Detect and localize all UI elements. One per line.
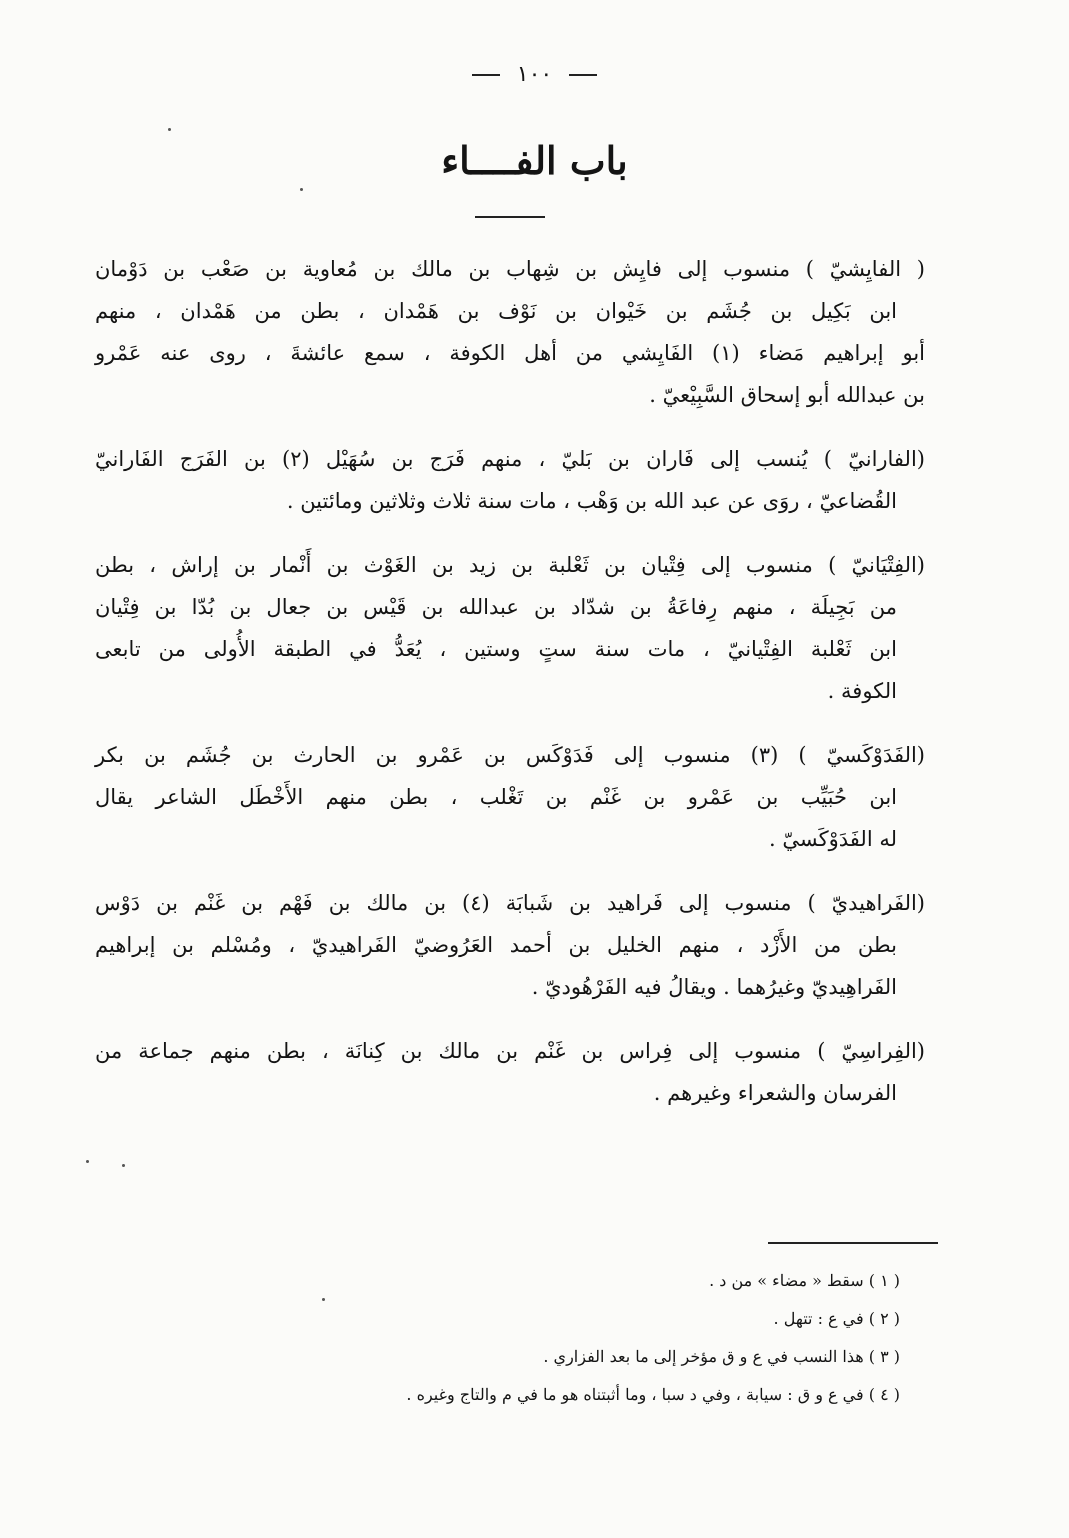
footnote: ( ١ ) سقط « مضاء » من د . — [709, 1271, 900, 1290]
scan-speck — [86, 1160, 89, 1163]
entry-line: بن عبدالله أبو إسحاق السَّبِيْعيّ . — [649, 383, 925, 407]
entries-section — [95, 248, 925, 1136]
scan-speck — [168, 128, 171, 131]
entry-fayishi — [95, 248, 925, 416]
entry-line: الفَراهِيديّ وغيرُهما . ويقالُ فيه الفَرْهُوديّ . — [531, 975, 897, 999]
scan-speck — [300, 188, 303, 191]
entry-fityani — [95, 544, 925, 712]
entry-line: الفرسان والشعراء وغيرهم . — [653, 1081, 897, 1105]
entry-line: (الفِراسِيّ ) منسوب إلى فِراس بن غَنْم بن مالك بن كِنانَة ، بطن منهم جماعة من — [95, 1039, 925, 1063]
footnotes-section — [300, 1262, 900, 1414]
entry-line: (الفِتْيَانيّ ) منسوب إلى فِتْيان بن ثَعْلبة بن زيد بن الغَوْث بن أَنْمار بن إراش ، بطن — [95, 553, 925, 577]
page-number — [0, 62, 1069, 87]
entry-line: ( الفايِشيّ ) منسوب إلى فايِش بن شِهاب بن مالك بن مُعاوية بن صَعْب بن دَوْمان — [95, 257, 925, 281]
entry-line: أبو إبراهيم مَضاء (١) الفَايِشي من أهل الكوفة ، سمع عائشةَ ، روى عنه عَمْرو — [95, 341, 926, 365]
entry-line: ابن بَكِيل بن جُشَم بن خَيْوان بن نَوْف بن هَمْدان ، بطن من هَمْدان ، منهم — [95, 299, 897, 323]
footnote-divider — [768, 1242, 938, 1244]
entry-line: من بَجِيلَة ، منهم رِفاعَةُ بن شدّاد بن عبدالله بن قَيْس بن جعال بن بُدّا بن فِتْيان — [95, 595, 897, 619]
footnote: ( ٢ ) في ع : تتهل . — [773, 1309, 900, 1328]
entry-line: له الفَدَوْكَسيّ . — [769, 827, 897, 851]
chapter-title: باب الفــــاء — [441, 138, 628, 183]
entry-line: (الفَراهيديّ ) منسوب إلى فَراهيد بن شَبابَة (٤) بن مالك بن فَهْم بن غَنْم بن دَوْس — [95, 891, 925, 915]
entry-line: بطن من الأَزْد ، منهم الخليل بن أحمد العَرُوضيّ الفَراهيديّ ، ومُسْلم بن إبراهيم — [95, 933, 897, 957]
entry-farani — [95, 438, 925, 522]
page-number-text: ١٠٠ — [516, 62, 553, 87]
footnote: ( ٣ ) هذا النسب في ع و ق مؤخر إلى ما بعد الفزاري . — [543, 1347, 900, 1366]
entry-line: الكوفة . — [827, 679, 897, 703]
entry-line: ابن حُبَيِّب بن عَمْرو بن غَنْم بن تَغْلب ، بطن منهم الأَخْطَل الشاعر يقال — [95, 785, 897, 809]
scan-speck — [322, 1298, 325, 1301]
entry-farahidi — [95, 882, 925, 1008]
entry-line: القُضاعيّ ، روَى عن عبد الله بن وَهْب ، مات سنة ثلاث وثلاثين ومائتين . — [286, 489, 897, 513]
entry-line: (الفَدَوْكَسيّ ) (٣) منسوب إلى فَدَوْكَس بن عَمْرو بن الحارث بن جُشَم بن بكر — [95, 743, 926, 767]
entry-line: (الفارانيّ ) يُنسب إلى فَاران بن بَليّ ، منهم فَرَج بن سُهَيْل (٢) بن الفَرَج الفَارانيّ — [95, 447, 925, 471]
footnote: ( ٤ ) في ع و ق : سيابة ، وفي د سبا ، وما أثبتناه هو ما في م والتاج وغيره . — [406, 1385, 900, 1404]
scan-speck — [122, 1164, 125, 1167]
entry-fadawkasi — [95, 734, 925, 860]
entry-firasi — [95, 1030, 925, 1114]
entry-line: ابن ثَعْلبة الفِتْيانيّ ، مات سنة ستٍ وستين ، يُعَدُّ في الطبقة الأُولى من تابعى — [95, 637, 897, 661]
title-divider — [475, 216, 545, 218]
